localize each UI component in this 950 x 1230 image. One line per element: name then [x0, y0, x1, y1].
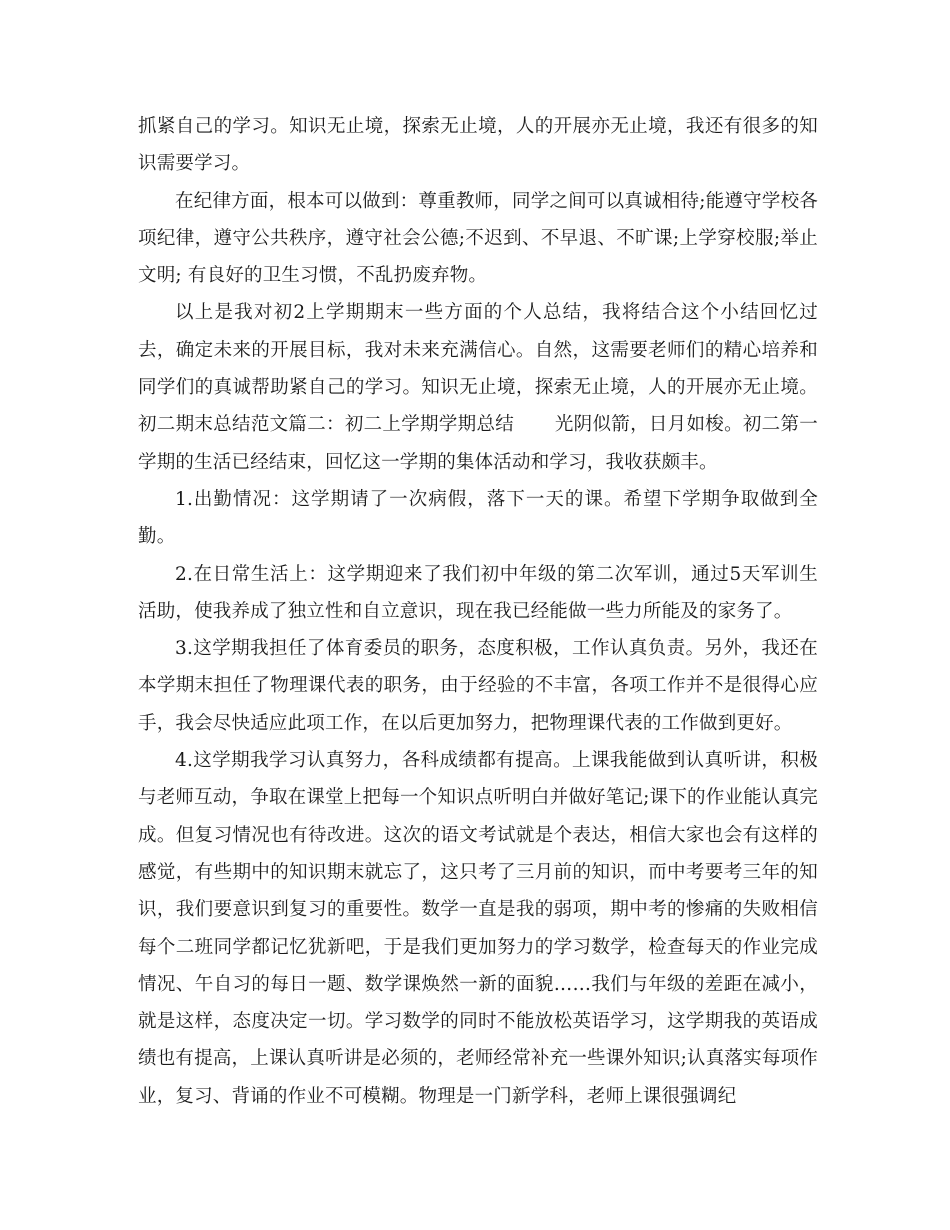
paragraph-discipline: 在纪律方面，根本可以做到：尊重教师，同学之间可以真诚相待;能遵守学校各项纪律，遵守公共秩序，遵守社会公德;不迟到、不早退、不旷课;上学穿校服;举止文明; 有良好的卫生习惯，不乱扔废弃物。 [138, 190, 818, 287]
summary-text: 以上是我对初2上学期期末一些方面的个人总结，我将结合这个小结回忆过去，确定未来的开展目标，我对未来充满信心。自然，这需要老师们的精心培养和同学们的真诚帮助紧自己的学习。知识无止境，探索无止境，人的开展亦无止境。初二期末总结范文篇二：初二上学期学期总结 [138, 302, 818, 436]
paragraph-continuation: 抓紧自己的学习。知识无止境，探索无止境，人的开展亦无止境，我还有很多的知识需要学习。 [138, 116, 818, 175]
paragraph-attendance: 1.出勤情况：这学期请了一次病假，落下一天的课。希望下学期争取做到全勤。 [138, 488, 818, 548]
paragraph-summary [138, 294, 818, 480]
paragraph-study: 4.这学期我学习认真努力，各科成绩都有提高。上课我能做到认真听讲，积极与老师互动，争取在课堂上把每一个知识点听明白并做好笔记;课下的作业能认真完成。但复习情况也有待改进。这次的语文考试就是个表达，相信大家也会有这样的感觉，有些期中的知识期末就忘了，这只考了三月前的知识，而中考要考三年的知识，我们要意识到复习的重要性。数学一直是我的弱项，期中考的惨痛的失败相信每个二班同学都记忆犹新吧，于是我们更加努力的学习数学，检查每天的作业完成情况、午自习的每日一题、数学课焕然一新的面貌……我们与年级的差距在减小，就是这样，态度决定一切。学习数学的同时不能放松英语学习，这学期我的英语成绩也有提高，上课认真听讲是必须的，老师经常补充一些课外知识;认真落实每项作业，复习、背诵的作业不可模糊。物理是一门新学科，老师上课很强调纪 [138, 750, 818, 1107]
paragraph-daily-life: 2.在日常生活上：这学期迎来了我们初中年级的第二次军训，通过5天军训生活助，使我养成了独立性和自立意识，现在我已经能做一些力所能及的家务了。 [138, 563, 818, 622]
summary-tail-text: 光阴似箭，日月如梭。初二第一学期的生活已经结束，回忆这一学期的集体活动和学习，我收获颇丰。 [138, 414, 818, 473]
paragraph-duties: 3.这学期我担任了体育委员的职务，态度积极，工作认真负责。另外，我还在本学期末担任了物理课代表的职务，由于经验的不丰富，各项工作并不是很得心应手，我会尽快适应此项工作，在以后更加努力，把物理课代表的工作做到更好。 [138, 638, 818, 734]
document-body [138, 108, 818, 1115]
